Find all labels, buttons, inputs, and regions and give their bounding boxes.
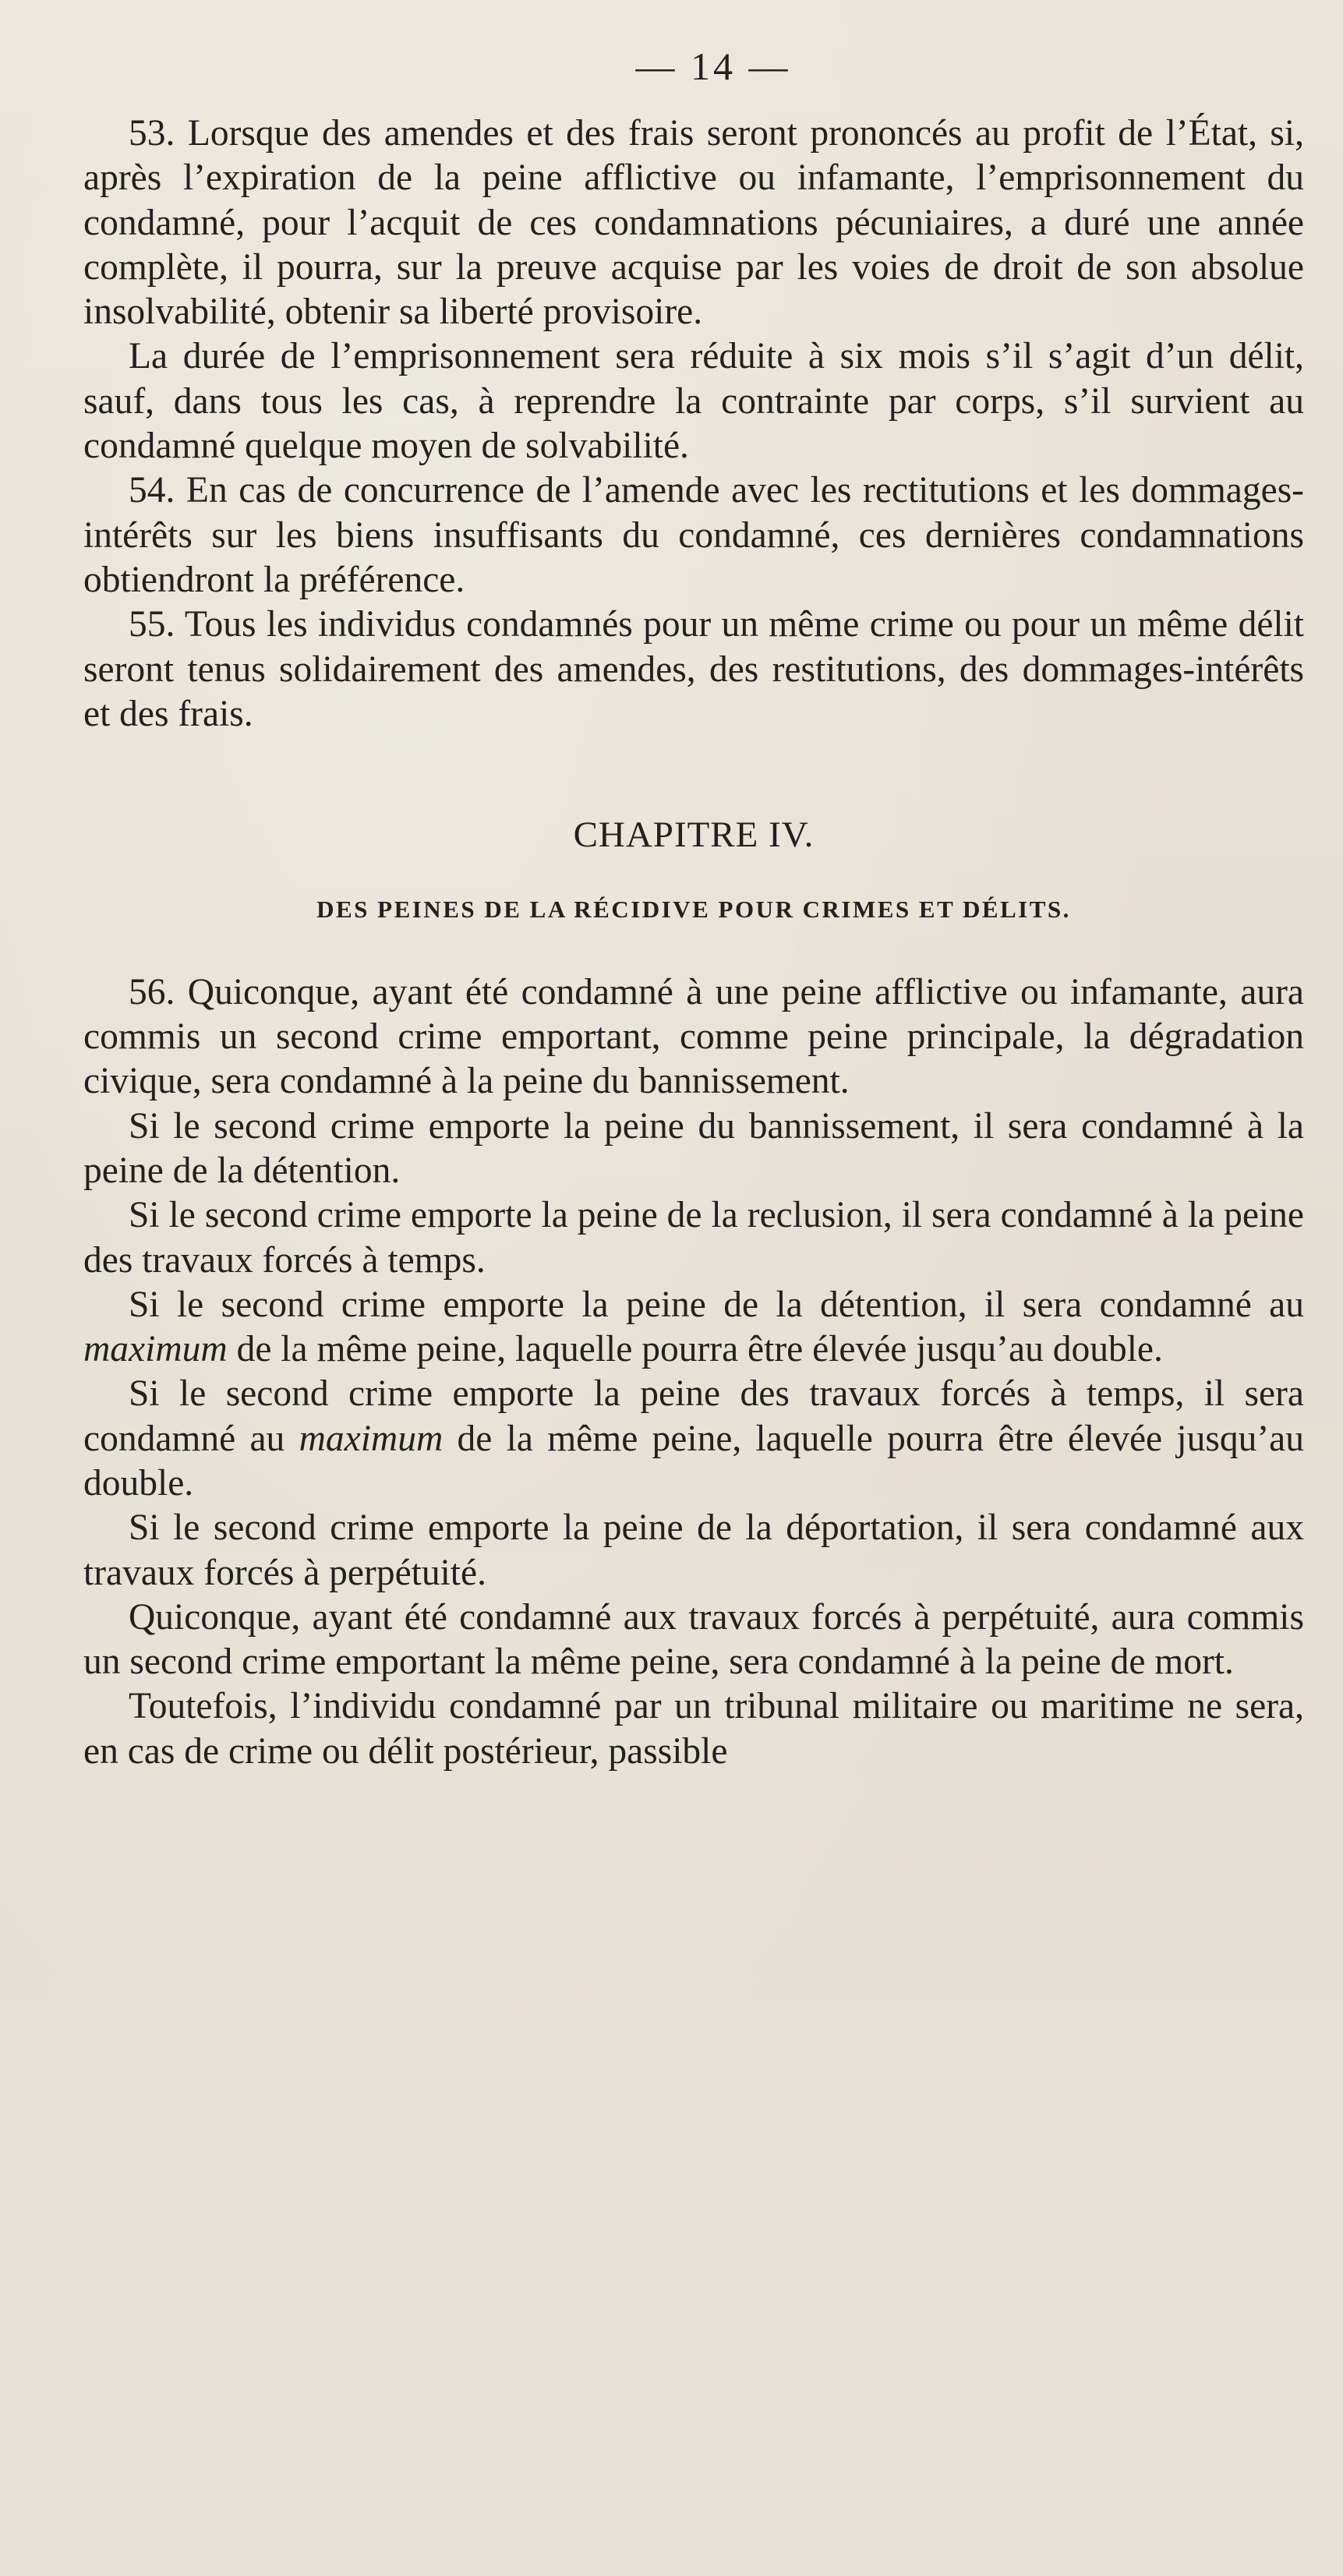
reclusion-paragraph: Si le second crime emporte la peine de la reclusion, il sera condamné à la peine des travaux forcés à temps. bbox=[83, 1195, 1304, 1281]
chapter-title: CHAPITRE IV. bbox=[573, 814, 815, 856]
travaux-forces-paragraph bbox=[83, 1372, 1304, 1506]
chapter-subtitle: DES PEINES DE LA RÉCIDIVE POUR CRIMES ET DÉLITS. bbox=[316, 895, 1071, 923]
page-number: — 14 — bbox=[635, 44, 791, 88]
article-53-paragraph: 53. Lorsque des amendes et des frais seront prononcés au profit de l’État, si, après l’expiration de la peine afflictive ou infamante, l’emprisonnement du condamné, pour l’acquit de ces condamnations pécuniaires, a duré une année complète, il pourra, sur la preuve acquise par les voies de droit de son absolue insolvabilité, obtenir sa liberté provisoire. bbox=[83, 113, 1304, 333]
article-56-paragraph: 56. Quiconque, ayant été condamné à une peine afflictive ou infamante, aura commis un second crime emportant, comme peine principale, la dégradation civique, sera condamné à la peine du bannissement. bbox=[83, 971, 1304, 1102]
perpetuite-paragraph: Quiconque, ayant été condamné aux travaux forcés à perpétuité, aura commis un second crime emportant la même peine, sera condamné à la peine de mort. bbox=[83, 1596, 1304, 1683]
detention-italic-term: maximum bbox=[83, 1329, 228, 1370]
article-55-paragraph: 55. Tous les individus condamnés pour un même crime ou pour un même délit seront tenus solidairement des amendes, des restitutions, des dommages-intérêts et des frais. bbox=[83, 604, 1304, 734]
article-53-second-paragraph: La durée de l’emprisonnement sera réduite à six mois s’il s’agit d’un délit, sauf, dans tous les cas, à reprendre la contrainte par corps, s’il survient au condamné quelque moyen de solvabilité. bbox=[83, 336, 1304, 467]
travaux-text-end: de la même peine, laquelle pourra être élevée jusqu’au double. bbox=[83, 1418, 1304, 1504]
travaux-italic-term: maximum bbox=[299, 1418, 444, 1459]
deportation-paragraph: Si le second crime emporte la peine de la déportation, il sera condamné aux travaux forcés à perpétuité. bbox=[83, 1507, 1304, 1593]
detention-text-end: de la même peine, laquelle pourra être élevée jusqu’au double. bbox=[227, 1329, 1163, 1370]
bannissement-paragraph: Si le second crime emporte la peine du bannissement, il sera condamné à la peine de la détention. bbox=[83, 1105, 1304, 1191]
travaux-text-start: Si le second crime emporte la peine des travaux forcés à temps, il sera condamné au bbox=[83, 1373, 1304, 1459]
detention-paragraph bbox=[83, 1283, 1304, 1373]
article-54-paragraph: 54. En cas de concurrence de l’amende avec les rectitutions et les dommages-intérêts sur les biens insuffisants du condamné, ces dernières condamnations obtiendront la préférence. bbox=[83, 470, 1304, 600]
detention-text-start: Si le second crime emporte la peine de la détention, il sera condamné au bbox=[129, 1284, 1304, 1325]
toutefois-paragraph: Toutefois, l’individu condamné par un tribunal militaire ou maritime ne sera, en cas de crime ou délit postérieur, passible bbox=[83, 1686, 1304, 1772]
